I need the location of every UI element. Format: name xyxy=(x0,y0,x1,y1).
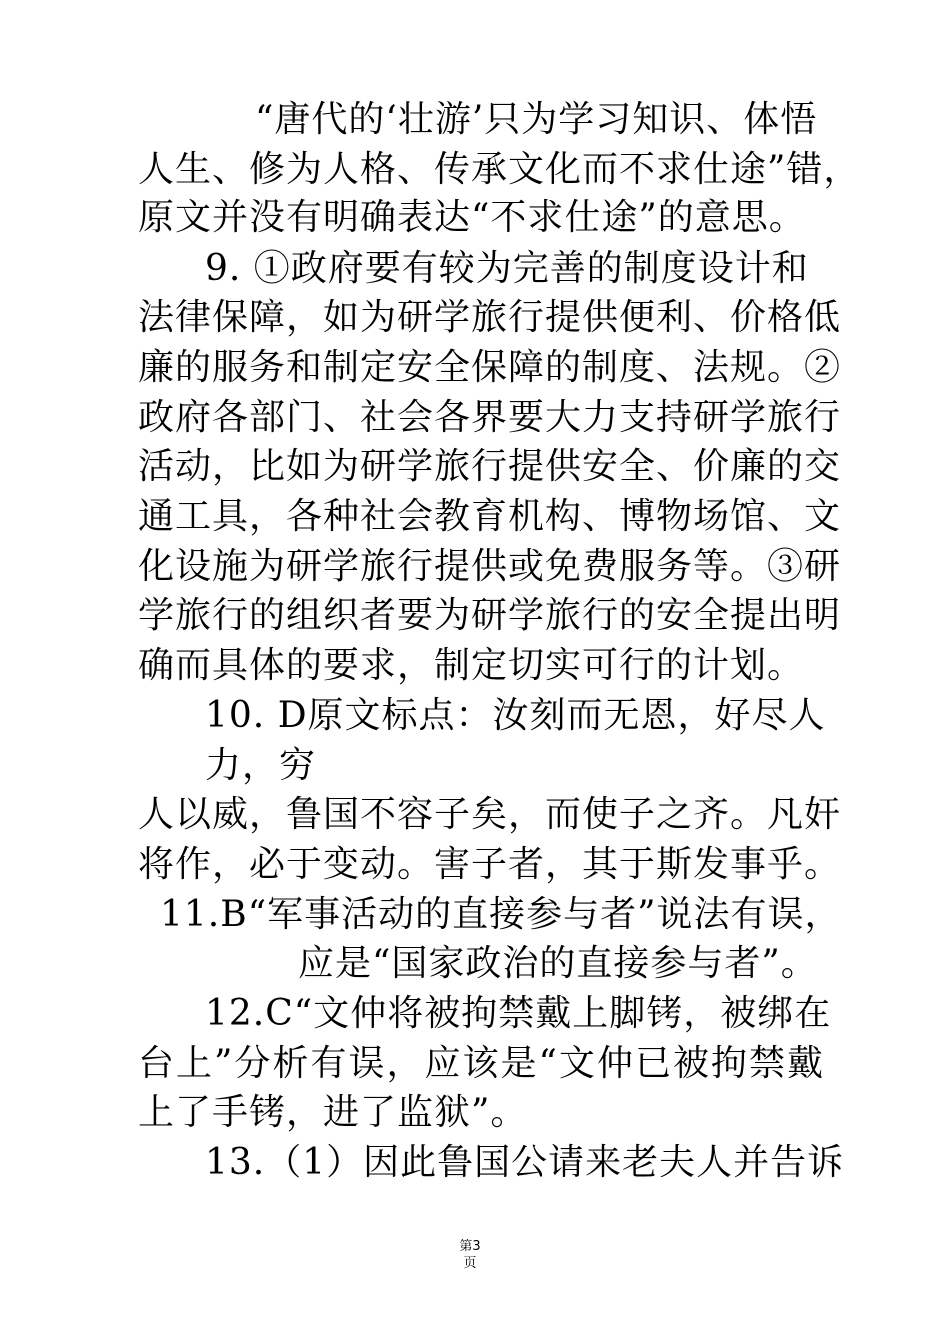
page-number-top: 第3 xyxy=(459,1239,481,1254)
text-line: 应是“国家政治的直接参与者”。 xyxy=(298,943,818,984)
text-line: 政府各部门、社会各界要大力支持研学旅行 xyxy=(138,397,842,438)
text-line: 10. D原文标点：汝刻而无恩，好尽人 xyxy=(205,695,826,736)
text-line: 台上”分析有误，应该是“文仲已被拘禁戴 xyxy=(138,1043,824,1084)
page-number-bottom: 页 xyxy=(463,1256,477,1271)
text-line: 廉的服务和制定安全保障的制度、法规。② xyxy=(138,347,842,388)
text-line: 活动，比如为研学旅行提供安全、价廉的交 xyxy=(138,446,842,487)
text-line: 13.（1）因此鲁国公请来老夫人并告诉 xyxy=(205,1142,845,1183)
text-line: 化设施为研学旅行提供或免费服务等。③研 xyxy=(138,546,842,587)
text-line: 12.C“文仲将被拘禁戴上脚铐，被绑在 xyxy=(205,993,832,1034)
text-line: 学旅行的组织者要为研学旅行的安全提出明 xyxy=(138,595,842,636)
text-line: 上了手铐，进了监狱”。 xyxy=(138,1092,528,1133)
text-line: 人以威，鲁国不容子矣，而使子之齐。凡奸 xyxy=(138,794,842,835)
text-line: 人生、修为人格、传承文化而不求仕途”错， xyxy=(138,149,861,190)
text-line: 确而具体的要求，制定切实可行的计划。 xyxy=(138,645,805,686)
text-line: 原文并没有明确表达“不求仕途”的意思。 xyxy=(138,197,806,238)
text-line: “唐代的‘壮游’只为学习知识、体悟 xyxy=(255,99,818,140)
text-line: 将作，必于变动。害子者，其于斯发事乎。 xyxy=(138,844,842,885)
text-line: 法律保障，如为研学旅行提供便利、价格低 xyxy=(138,297,842,338)
text-line: 力，穷 xyxy=(205,745,317,786)
text-line: 通工具，各种社会教育机构、博物场馆、文 xyxy=(138,496,842,537)
text-line: 11.B“军事活动的直接参与者”说法有误， xyxy=(160,894,842,935)
text-line: 9. ①政府要有较为完善的制度设计和 xyxy=(205,248,809,289)
